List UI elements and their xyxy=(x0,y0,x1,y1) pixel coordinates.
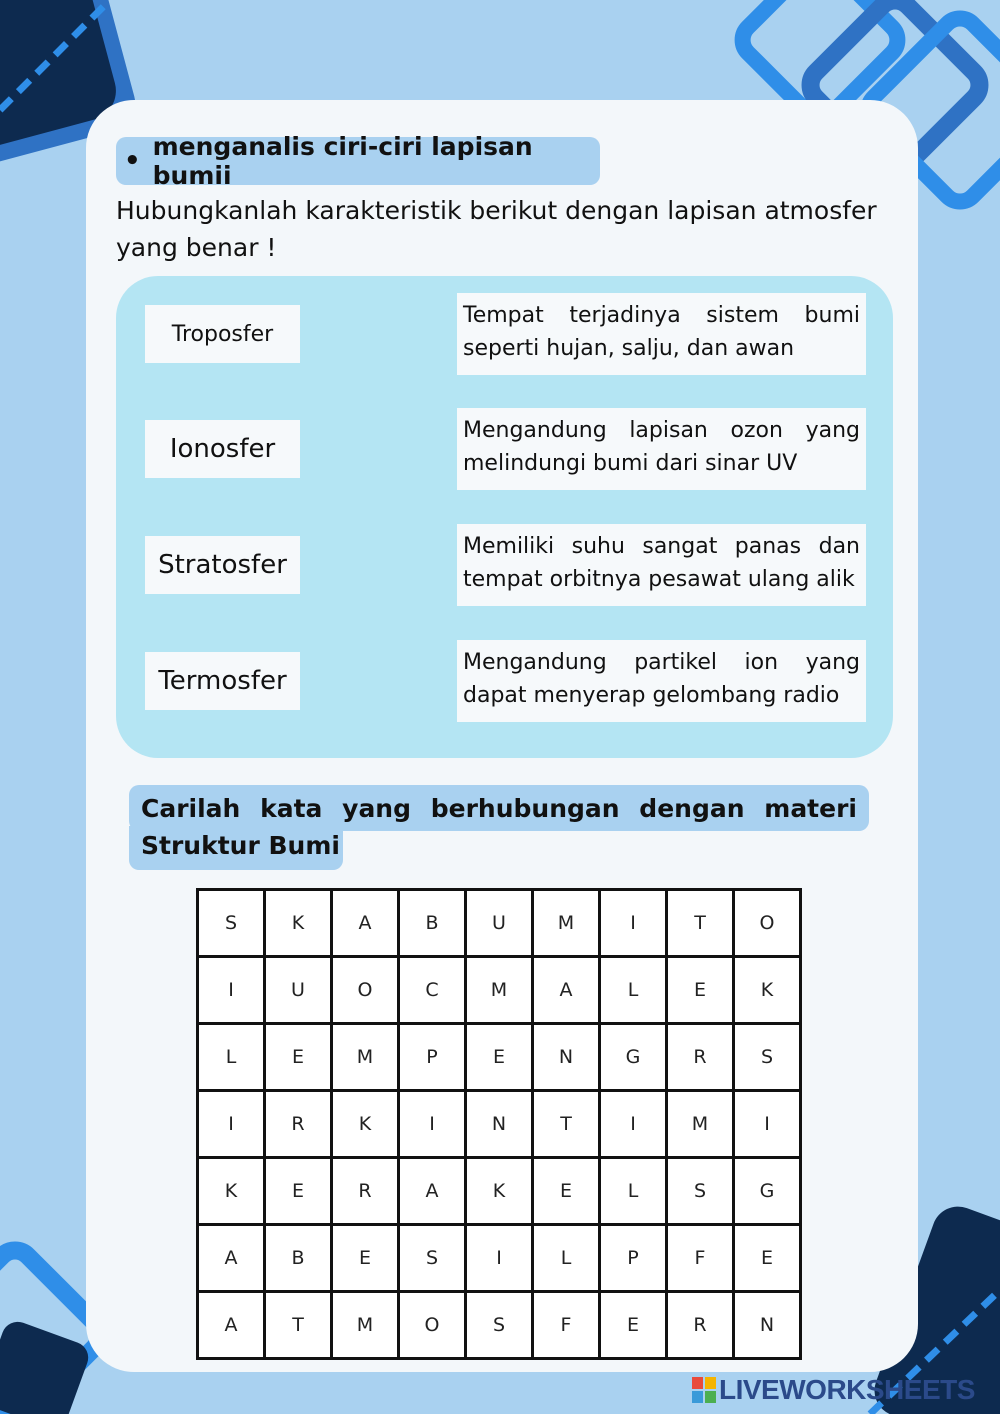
grid-cell[interactable]: G xyxy=(734,1158,801,1225)
grid-cell[interactable]: E xyxy=(466,1024,533,1091)
grid-cell[interactable]: E xyxy=(600,1292,667,1359)
grid-cell[interactable]: I xyxy=(466,1225,533,1292)
liveworksheets-logo xyxy=(692,1374,975,1406)
grid-cell[interactable]: E xyxy=(533,1158,600,1225)
definition-1[interactable]: Tempat terjadinya sistem bumi seperti hujan, salju, dan awan xyxy=(457,293,866,375)
term-ionosfer[interactable] xyxy=(145,420,300,478)
definition-2[interactable]: Mengandung lapisan ozon yang melindungi bumi dari sinar UV xyxy=(457,408,866,490)
grid-cell[interactable]: L xyxy=(198,1024,265,1091)
grid-cell[interactable]: E xyxy=(265,1024,332,1091)
grid-cell[interactable]: L xyxy=(600,1158,667,1225)
grid-cell[interactable]: A xyxy=(399,1158,466,1225)
grid-cell[interactable]: M xyxy=(466,957,533,1024)
grid-cell[interactable]: R xyxy=(667,1024,734,1091)
grid-cell[interactable]: F xyxy=(533,1292,600,1359)
term-label: Ionosfer xyxy=(169,434,276,464)
grid-cell[interactable]: T xyxy=(265,1292,332,1359)
grid-cell[interactable]: N xyxy=(533,1024,600,1091)
grid-cell[interactable]: A xyxy=(332,890,399,957)
grid-cell[interactable]: B xyxy=(265,1225,332,1292)
grid-cell[interactable]: E xyxy=(332,1225,399,1292)
grid-cell[interactable]: M xyxy=(667,1091,734,1158)
term-label: Stratosfer xyxy=(158,550,287,580)
grid-cell[interactable]: K xyxy=(332,1091,399,1158)
liveworksheets-logo-icon xyxy=(692,1377,716,1403)
grid-cell[interactable]: O xyxy=(734,890,801,957)
grid-cell[interactable]: I xyxy=(600,1091,667,1158)
grid-cell[interactable]: C xyxy=(399,957,466,1024)
section-heading xyxy=(116,132,600,190)
grid-cell[interactable]: R xyxy=(265,1091,332,1158)
bullet-icon: • xyxy=(124,146,141,176)
term-troposfer[interactable] xyxy=(145,305,300,363)
wordsearch-grid xyxy=(196,888,802,1360)
grid-cell[interactable]: E xyxy=(734,1225,801,1292)
grid-cell[interactable]: I xyxy=(399,1091,466,1158)
grid-cell[interactable]: L xyxy=(600,957,667,1024)
grid-row xyxy=(198,1091,801,1158)
grid-cell[interactable]: K xyxy=(265,890,332,957)
grid-cell[interactable]: O xyxy=(332,957,399,1024)
grid-cell[interactable]: A xyxy=(198,1292,265,1359)
grid-cell[interactable]: M xyxy=(332,1024,399,1091)
matching-instruction: Hubungkanlah karakteristik berikut dengan lapisan atmosfer yang benar ! xyxy=(116,196,877,262)
grid-cell[interactable]: P xyxy=(399,1024,466,1091)
grid-cell[interactable]: P xyxy=(600,1225,667,1292)
grid-cell[interactable]: K xyxy=(466,1158,533,1225)
section-heading-text: menganalis ciri-ciri lapisan bumii xyxy=(152,132,533,190)
grid-row xyxy=(198,1292,801,1359)
grid-cell[interactable]: S xyxy=(466,1292,533,1359)
grid-cell[interactable]: U xyxy=(466,890,533,957)
grid-cell[interactable]: S xyxy=(734,1024,801,1091)
grid-cell[interactable]: U xyxy=(265,957,332,1024)
grid-cell[interactable]: A xyxy=(198,1225,265,1292)
grid-row xyxy=(198,957,801,1024)
grid-cell[interactable]: B xyxy=(399,890,466,957)
grid-cell[interactable]: S xyxy=(399,1225,466,1292)
grid-row xyxy=(198,1225,801,1292)
grid-cell[interactable]: T xyxy=(667,890,734,957)
term-termosfer[interactable] xyxy=(145,652,300,710)
grid-cell[interactable]: A xyxy=(533,957,600,1024)
grid-cell[interactable]: G xyxy=(600,1024,667,1091)
term-label: Termosfer xyxy=(158,666,287,696)
grid-row xyxy=(198,1024,801,1091)
grid-row xyxy=(198,1158,801,1225)
grid-cell[interactable]: I xyxy=(198,1091,265,1158)
grid-cell[interactable]: I xyxy=(600,890,667,957)
grid-cell[interactable]: L xyxy=(533,1225,600,1292)
definition-4[interactable]: Mengandung partikel ion yang dapat menyerap gelombang radio xyxy=(457,640,866,722)
term-stratosfer[interactable] xyxy=(145,536,300,594)
grid-cell[interactable]: E xyxy=(265,1158,332,1225)
grid-cell[interactable]: I xyxy=(198,957,265,1024)
grid-cell[interactable]: N xyxy=(734,1292,801,1359)
grid-cell[interactable]: T xyxy=(533,1091,600,1158)
grid-cell[interactable]: E xyxy=(667,957,734,1024)
grid-cell[interactable]: R xyxy=(332,1158,399,1225)
wordsearch-title: Carilah kata yang berhubungan dengan materi Struktur Bumi xyxy=(141,794,857,860)
grid-cell[interactable]: O xyxy=(399,1292,466,1359)
grid-cell[interactable]: R xyxy=(667,1292,734,1359)
grid-cell[interactable]: K xyxy=(198,1158,265,1225)
grid-cell[interactable]: K xyxy=(734,957,801,1024)
grid-cell[interactable]: S xyxy=(198,890,265,957)
definition-3[interactable]: Memiliki suhu sangat panas dan tempat orbitnya pesawat ulang alik xyxy=(457,524,866,606)
term-label: Troposfer xyxy=(171,321,274,347)
grid-cell[interactable]: S xyxy=(667,1158,734,1225)
grid-cell[interactable]: N xyxy=(466,1091,533,1158)
grid-cell[interactable]: M xyxy=(533,890,600,957)
grid-row xyxy=(198,890,801,957)
liveworksheets-brand-text: LIVEWORKSHEETS xyxy=(719,1374,975,1405)
grid-cell[interactable]: F xyxy=(667,1225,734,1292)
grid-cell[interactable]: M xyxy=(332,1292,399,1359)
grid-cell[interactable]: I xyxy=(734,1091,801,1158)
